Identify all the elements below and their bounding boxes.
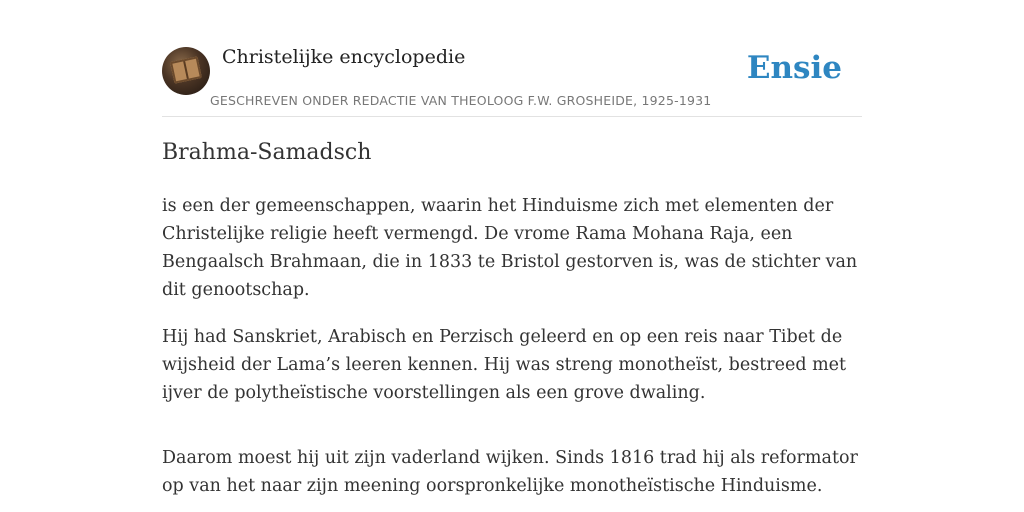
- book-icon: [170, 56, 202, 83]
- encyclopedia-avatar[interactable]: [162, 47, 210, 95]
- article-paragraph: Hij had Sanskriet, Arabisch en Perzisch geleerd en op een reis naar Tibet de wijsheid der Lama’s leeren kennen. Hij was streng monotheïst, bestreed met ijver de polytheïstische voorstellingen als een grove dwaling.: [162, 327, 847, 403]
- site-tagline: GESCHREVEN ONDER REDACTIE VAN THEOLOOG F.W. GROSHEIDE, 1925-1931: [210, 93, 712, 108]
- site-name[interactable]: Christelijke encyclopedie: [222, 46, 466, 68]
- site-header: [162, 46, 862, 117]
- brand-logo[interactable]: Ensie: [746, 50, 842, 86]
- article-paragraph: is een der gemeenschappen, waarin het Hinduisme zich met elementen der Christelijke religie heeft vermengd. De vrome Rama Mohana Raja, een Bengaalsch Brahmaan, die in 1833 te Bristol gestorven is, was de stichter van dit genootschap.: [162, 196, 858, 300]
- article-title: Brahma-Samadsch: [162, 140, 372, 165]
- article-paragraph: Daarom moest hij uit zijn vaderland wijken. Sinds 1816 trad hij als reformator op van het naar zijn meening oorspronkelijke monotheïstische Hinduisme.: [162, 448, 858, 496]
- article-body: [162, 192, 862, 512]
